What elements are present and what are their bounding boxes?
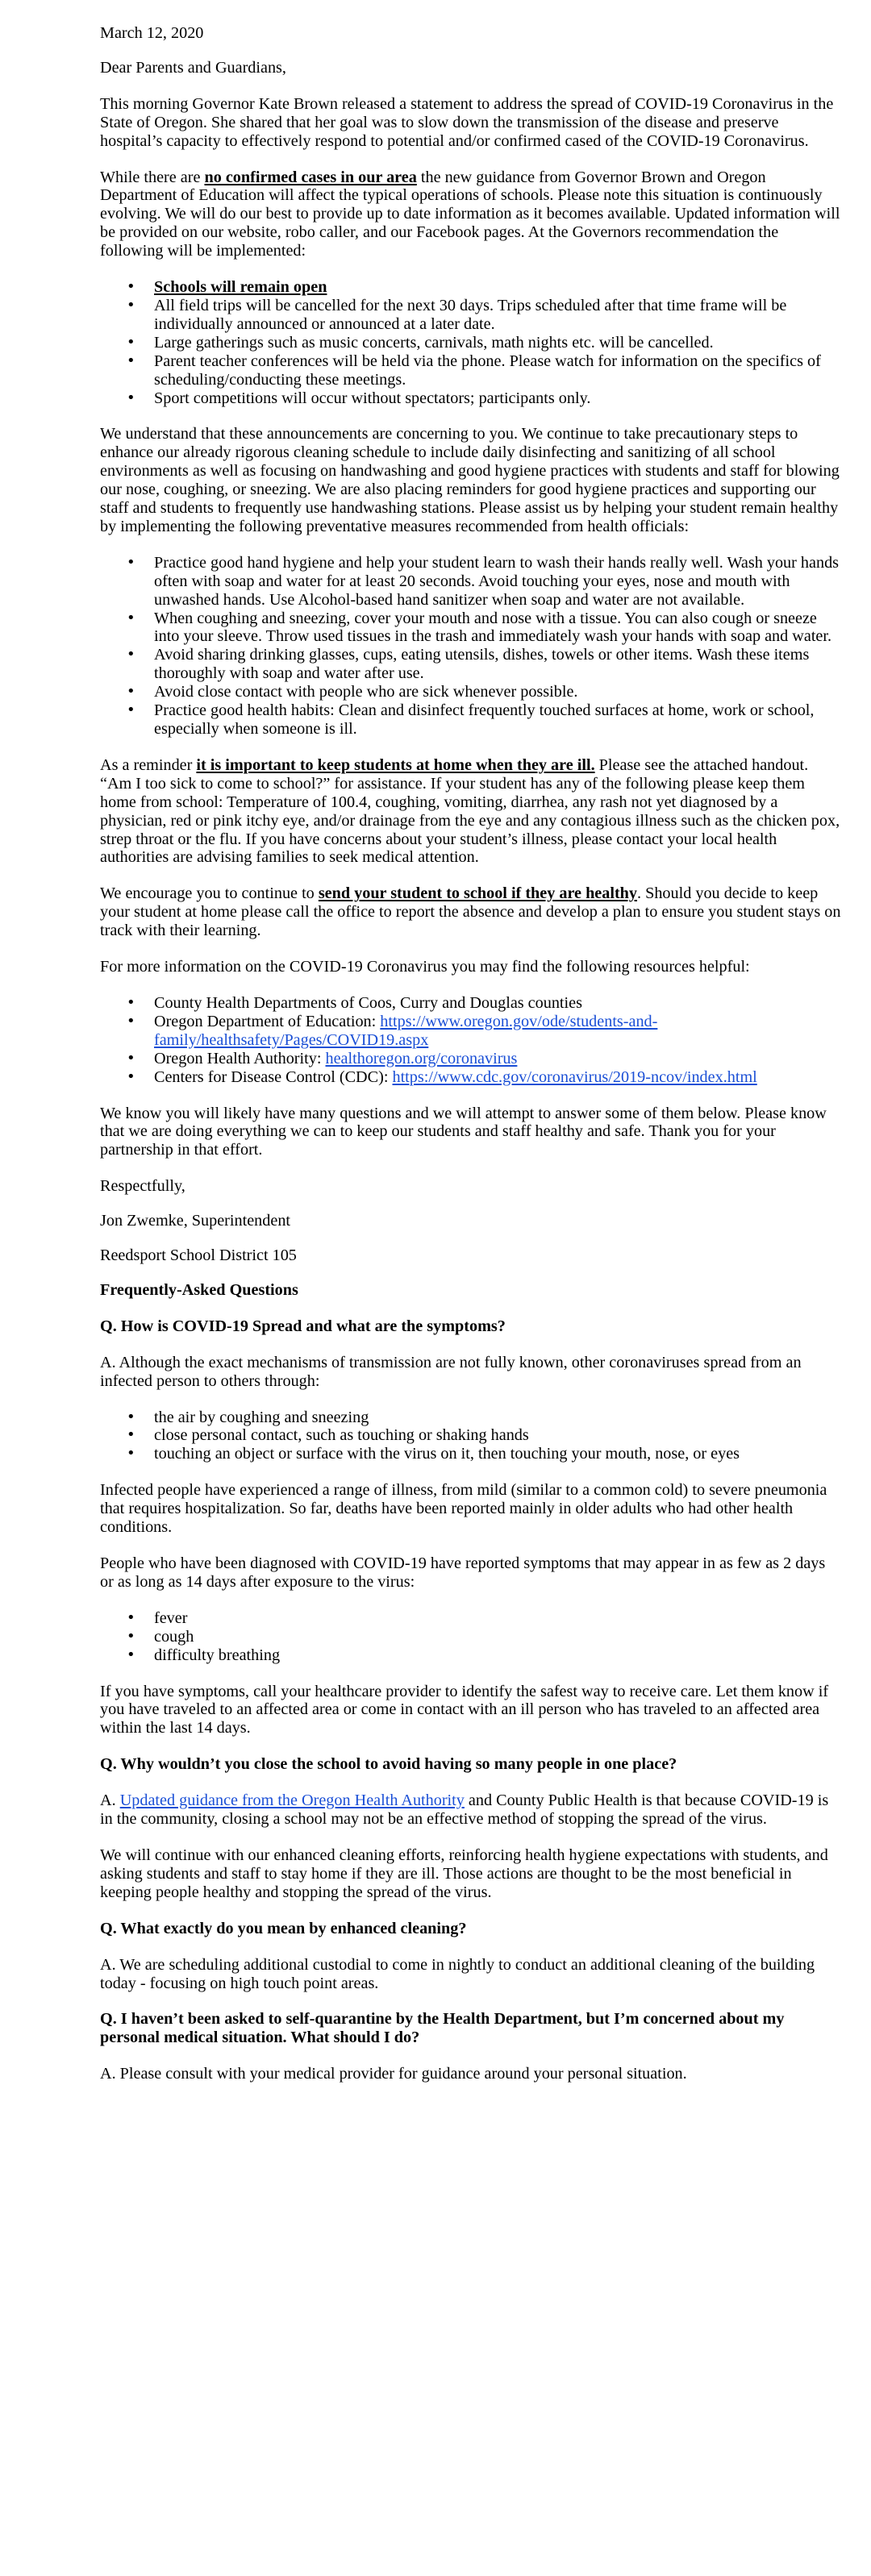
cleaning-paragraph: We understand that these announcements are concerning to you. We continue to take precautionary steps to enhance our already rigorous cleaning schedule to include daily disinfecting and sanitizing of all school environments as well as focusing on handwashing and good hygiene practices with students and staff for blowing our nose, coughing, or sneezing. We are also placing reminders for good hygiene practices and supporting our staff and students to frequently use handwashing stations. Please assist us by helping your student remain healthy by implementing the following preventative measures recommended from health officials: <box>100 425 840 535</box>
list-item: • Schools will remain open <box>154 278 842 297</box>
list-item: • close personal contact, such as touching or shaking hands <box>154 1426 842 1445</box>
faq-answer-3: A. We are scheduling additional custodial to come in nightly to conduct an additional cleaning of the building today - focusing on high touch point areas. <box>100 1955 815 1992</box>
faq-question-2: Q. Why wouldn’t you close the school to avoid having so many people in one place? <box>100 1755 677 1774</box>
faq-answer-1-care: If you have symptoms, call your healthcare provider to identify the safest way to receive care. Let them know if you have traveled to an affected area or come in contact with an ill person who has traveled to an affected area within the last 14 days. <box>100 1682 829 1737</box>
guidance-text-pre: While there are <box>100 168 205 186</box>
list-item: • Parent teacher conferences will be held via the phone. Please watch for information on the specifics of scheduling/conducting these meetings. <box>154 352 842 389</box>
prevention-list <box>100 554 842 739</box>
salutation: Dear Parents and Guardians, <box>100 58 286 77</box>
faq-question-1: Q. How is COVID-19 Spread and what are the symptoms? <box>100 1317 506 1335</box>
resources-paragraph: For more information on the COVID-19 Coronavirus you may find the following resources helpful: <box>100 958 750 976</box>
cdc-link[interactable]: https://www.cdc.gov/coronavirus/2019-ncov/index.html <box>392 1067 757 1086</box>
list-item: • Large gatherings such as music concerts, carnivals, math nights etc. will be cancelled. <box>154 334 842 352</box>
faq-question-3: Q. What exactly do you mean by enhanced cleaning? <box>100 1919 467 1937</box>
oha-link[interactable]: healthoregon.org/coronavirus <box>325 1049 518 1067</box>
faq-answer-1-illness: Infected people have experienced a range of illness, from mild (similar to a common cold) to severe pneumonia that requires hospitalization. So far, deaths have been reported mainly in older adults who had other health conditions. <box>100 1481 827 1537</box>
guidance-emphasis: no confirmed cases in our area <box>204 168 417 186</box>
ode-link[interactable]: https://www.oregon.gov/ode/students-and-family/healthsafety/Pages/COVID19.aspx <box>154 1012 658 1049</box>
letter-date: March 12, 2020 <box>100 24 204 42</box>
list-item: • County Health Departments of Coos, Curry and Douglas counties <box>154 994 842 1013</box>
list-item: • cough <box>154 1628 842 1646</box>
list-item: • When coughing and sneezing, cover your mouth and nose with a tissue. You can also cough or sneeze into your sleeve. Throw used tissues in the trash and immediately wash your hands with soap and water. <box>154 610 842 647</box>
list-item: • Oregon Department of Education: https://www.oregon.gov/ode/students-and-family/healthsafety/Pages/COVID19.aspx <box>154 1013 842 1050</box>
list-item: • Practice good hand hygiene and help your student learn to wash their hands really well. Wash your hands often with soap and water for at least 20 seconds. Avoid touching your eyes, nose and mouth with unwashed hands. Use Alcohol-based hand sanitizer when soap and water are not available. <box>154 554 842 610</box>
district-name: Reedsport School District 105 <box>100 1246 297 1265</box>
guidance-text-post: the new guidance from Governor Brown and Oregon Department of Education will affect the typical operations of schools. Please note this situation is continuously evolving. We will do our best to provide up to date information as it becomes available. Updated information will be provided on our website, robo caller, and our Facebook pages. At the Governors recommendation the following will be implemented: <box>100 168 840 260</box>
list-item: • All field trips will be cancelled for the next 30 days. Trips scheduled after that time frame will be individually announced or announced at a later date. <box>154 297 842 334</box>
questions-paragraph: We know you will likely have many questions and we will attempt to answer some of them below. Please know that we are doing everything we can to keep our students and staff healthy and safe. Thank you for your partnership in that effort. <box>100 1104 827 1159</box>
implemented-list <box>100 278 842 407</box>
list-item: • Avoid sharing drinking glasses, cups, eating utensils, dishes, towels or other items. Wash these items thoroughly with soap and water after use. <box>154 646 842 683</box>
faq-heading: Frequently-Asked Questions <box>100 1280 298 1299</box>
faq-answer-2: A. Updated guidance from the Oregon Health Authority and County Public Health is that because COVID-19 is in the community, closing a school may not be an effective method of stopping the spread of the virus. <box>100 1792 829 1829</box>
reminder-paragraph: As a reminder it is important to keep students at home when they are ill. Please see the attached handout. “Am I too sick to come to school?” for assistance. If your student has any of the following please keep them home from school: Temperature of 100.4, coughing, vomiting, diarrhea, any rash not yet diagnosed by a physician, red or pink itchy eye, and/or drainage from the eye and any contagious illness such as the chicken pox, strep throat or the flu. If you have concerns about your student’s illness, please contact your local health authorities are advising families to seek medical attention. <box>100 755 840 867</box>
transmission-list <box>100 1409 842 1464</box>
faq-question-4: Q. I haven’t been asked to self-quarantine by the Health Department, but I’m concerned about my personal medical situation. What should I do? <box>100 2010 785 2047</box>
list-item: • Oregon Health Authority: healthoregon.org/coronavirus <box>154 1050 842 1068</box>
faq-answer-1: A. Although the exact mechanisms of transmission are not fully known, other coronaviruses spread from an infected person to others through: <box>100 1353 802 1390</box>
list-item: • Practice good health habits: Clean and disinfect frequently touched surfaces at home, work or school, especially when someone is ill. <box>154 701 842 739</box>
list-item: • the air by coughing and sneezing <box>154 1409 842 1427</box>
list-item: • Sport competitions will occur without spectators; participants only. <box>154 389 842 408</box>
signer: Jon Zwemke, Superintendent <box>100 1212 291 1230</box>
list-item: • Centers for Disease Control (CDC): https://www.cdc.gov/coronavirus/2019-ncov/index.html <box>154 1068 842 1087</box>
guidance-paragraph <box>100 169 842 261</box>
reminder-emphasis: it is important to keep students at home when they are ill. <box>196 755 595 774</box>
list-item: • difficulty breathing <box>154 1646 842 1665</box>
faq-answer-2-cleaning: We will continue with our enhanced cleaning efforts, reinforcing health hygiene expectations with students, and asking students and staff to stay home if they are ill. Those actions are thought to be the most beneficial in keeping people healthy and stopping the spread of the virus. <box>100 1846 828 1901</box>
resources-list <box>100 994 842 1087</box>
faq-answer-4: A. Please consult with your medical provider for guidance around your personal situation. <box>100 2065 687 2083</box>
faq-answer-1-symptoms-intro: People who have been diagnosed with COVID-19 have reported symptoms that may appear in as few as 2 days or as long as 14 days after exposure to the virus: <box>100 1554 826 1591</box>
oha-guidance-link[interactable]: Updated guidance from the Oregon Health Authority <box>119 1792 465 1810</box>
intro-paragraph: This morning Governor Kate Brown released a statement to address the spread of COVID-19 Coronavirus in the State of Oregon. She shared that her goal was to slow down the transmission of the disease and preserve hospital’s capacity to effectively respond to potential and/or confirmed cased of the COVID-19 Coronavirus. <box>100 94 834 150</box>
encourage-emphasis: send your student to school if they are healthy <box>318 884 638 903</box>
list-item: • touching an object or surface with the virus on it, then touching your mouth, nose, or eyes <box>154 1445 842 1463</box>
encourage-paragraph: We encourage you to continue to send your student to school if they are healthy. Should you decide to keep your student at home please call the office to report the absence and develop a plan to ensure you student stays on track with their learning. <box>100 884 841 940</box>
closing: Respectfully, <box>100 1177 185 1196</box>
list-item: • Avoid close contact with people who are sick whenever possible. <box>154 683 842 701</box>
list-item: • fever <box>154 1609 842 1628</box>
symptoms-list <box>100 1609 842 1665</box>
